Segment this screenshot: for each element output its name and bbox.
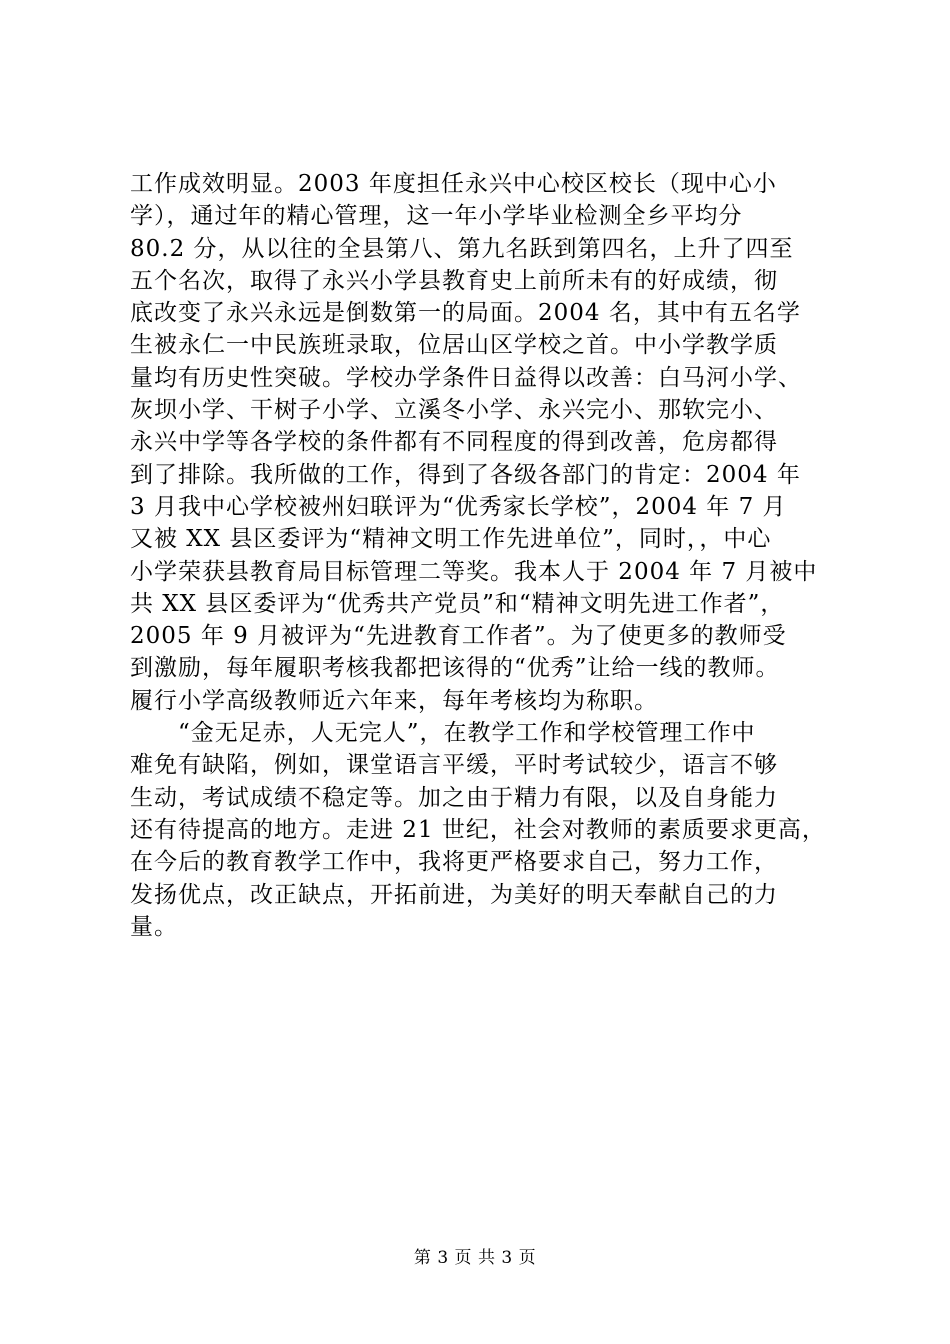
text-line: 在今后的教育教学工作中，我将更严格要求自己，努力工作， [130,849,778,876]
paragraph-achievements [130,168,830,717]
text-line: 又被 XX 县区委评为“精神文明工作先进单位”，同时，，中心 [130,526,772,553]
text-line: 小学荣获县教育局目标管理二等奖。我本人于 2004 年 7 月被中 [130,558,818,585]
text-line: 量。 [130,913,178,940]
text-line: 量均有历史性突破。学校办学条件日益得以改善：白马河小学、 [130,364,802,391]
text-line: 难免有缺陷，例如，课堂语言平缓，平时考试较少，语言不够 [130,752,778,779]
paragraph-shortcomings [130,717,830,943]
body-text [130,168,830,943]
text-line: 灰坝小学、干树子小学、立溪冬小学、永兴完小、那软完小、 [130,397,778,424]
text-line: 2005 年 9 月被评为“先进教育工作者”。为了使更多的教师受 [130,623,787,650]
text-line: 还有待提高的地方。走进 21 世纪，社会对教师的素质要求更高， [130,816,826,843]
text-line: 工作成效明显。2003 年度担任永兴中心校区校长（现中心小 [130,171,777,197]
text-line: 到了排除。我所做的工作，得到了各级各部门的肯定：2004 年 [130,461,801,488]
text-line: 履行小学高级教师近六年来，每年考核均为称职。 [130,687,658,714]
text-line: 3 月我中心学校被州妇联评为“优秀家长学校”，2004 年 7 月 [130,493,787,520]
text-line: 永兴中学等各学校的条件都有不同程度的得到改善，危房都得 [130,429,778,456]
text-line: 五个名次，取得了永兴小学县教育史上前所未有的好成绩，彻 [130,267,778,294]
text-line: 学），通过年的精心管理，这一年小学毕业检测全乡平均分 [130,203,743,230]
text-line: 80.2 分，从以往的全县第八、第九名跃到第四名，上升了四至 [130,235,794,262]
text-line: 生动，考试成绩不稳定等。加之由于精力有限，以及自身能力 [130,784,778,811]
text-line: 底改变了永兴永远是倒数第一的局面。2004 名，其中有五名学 [130,300,801,327]
text-line: “金无足赤，人无完人”，在教学工作和学校管理工作中 [178,720,756,747]
text-line: 共 XX 县区委评为“优秀共产党员”和“精神文明先进工作者”， [130,590,785,617]
text-line: 到激励，每年履职考核我都把该得的“优秀”让给一线的教师。 [130,655,780,682]
text-line: 发扬优点，改正缺点，开拓前进，为美好的明天奉献自己的力 [130,881,778,908]
page-footer: 第 3 页 共 3 页 [413,1248,537,1268]
text-line: 生被永仁一中民族班录取，位居山区学校之首。中小学教学质 [130,332,778,359]
